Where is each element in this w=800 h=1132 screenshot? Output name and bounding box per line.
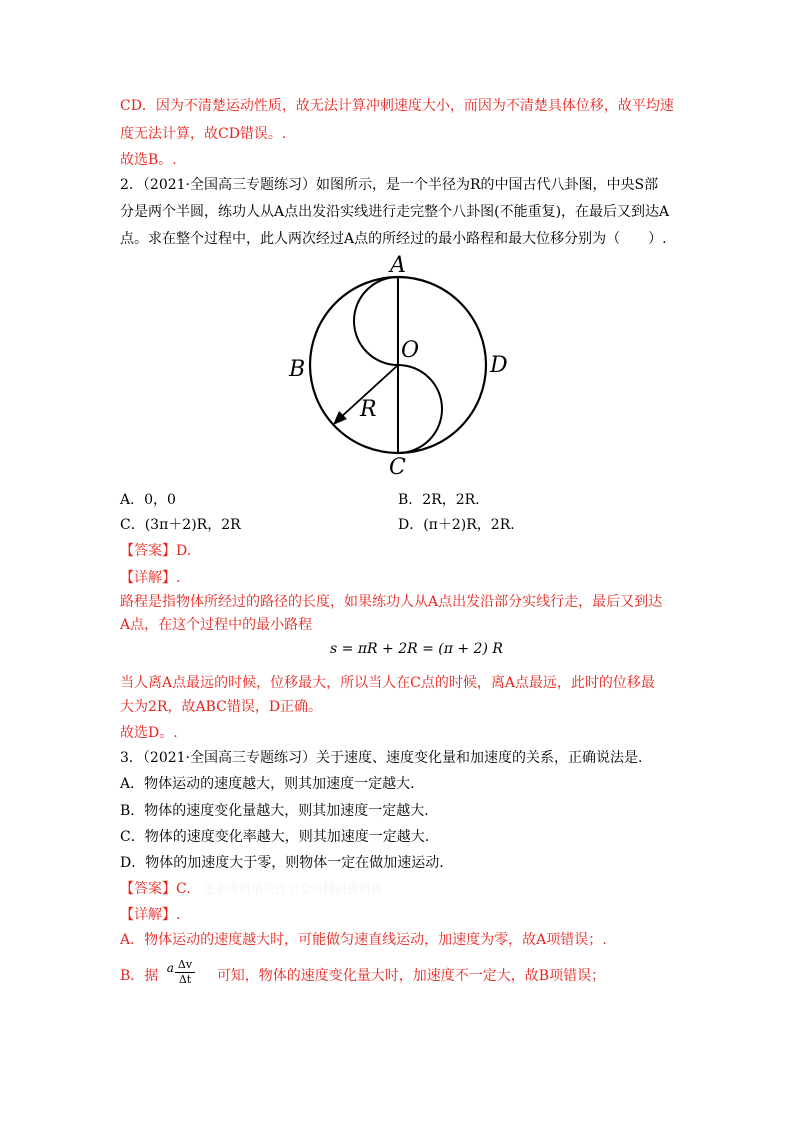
q2-path-formula: s = πR + 2R = (π + 2) R [330,641,503,657]
q2-option-d: D．(π＋2)R，2R. [398,517,515,533]
q3-var-a: a [166,961,174,975]
q2-explain-line-4: 大为2R，故ABC错误，D正确。 [120,699,323,715]
q3-answer [120,879,383,899]
label-b: B [289,357,306,382]
q2-detail-heading: 【详解】. [120,570,181,586]
q3-option-c: C．物体的速度变化率越大，则其加速度一定越大. [120,829,430,845]
q3-detail-heading: 【详解】. [120,907,181,923]
q2-stem-line-1: 2．（2021·全国高三专题练习）如图所示，是一个半径为R的中国古代八卦图，中央S部 [120,177,659,193]
prev-answer-line-1: CD．因为不清楚运动性质，故无法计算冲刺速度大小，而因为不清楚具体位移，故平均速 [120,98,674,114]
q2-answer: 【答案】D. [120,543,192,559]
q3-explain-a: A．物体运动的速度越大时，可能做匀速直线运动，加速度为零，故A项错误；. [120,932,607,948]
q3-option-b: B．物体的速度变化量越大，则其加速度一定越大. [120,803,429,819]
fraction-numerator: Δv [175,958,195,973]
watermark: 更多资料请关注公众号精研资料库 [203,882,384,896]
q3-explain-b-prefix: B．据 [120,968,159,984]
q2-option-b: B．2R，2R. [398,492,480,508]
prev-conclusion: 故选B。. [120,152,177,168]
q3-option-d: D．物体的加速度大于零，则物体一定在做加速运动. [120,855,444,871]
fraction-dv-dt [175,958,195,987]
q2-explain-line-3: 当人离A点最远的时候，位移最大，所以当人在C点的时候，离A点最远，此时的位移最 [120,675,655,691]
fraction-denominator: Δt [178,973,192,986]
q2-stem-line-2: 分是两个半圆，练功人从A点出发沿实线进行走完整个八卦图(不能重复)，在最后又到达A [120,204,670,220]
upper-semicircle [354,277,398,365]
q2-stem-line-3: 点。求在整个过程中，此人两次经过A点的所经过的最小路程和最大位移分别为（ ）. [120,231,667,247]
label-c: C [389,455,406,480]
q2-explain-line-1: 路程是指物体所经过的路径的长度，如果练功人从A点出发沿部分实线行走，最后又到达 [120,594,663,610]
q2-option-c: C．(3π＋2)R，2R [120,517,241,533]
q2-option-a: A．0，0 [120,492,176,508]
lower-semicircle [398,365,442,453]
label-d: D [490,353,508,378]
prev-answer-line-2: 度无法计算，故CD错误。. [120,126,287,142]
q3-option-a: A．物体运动的速度越大，则其加速度一定越大. [120,776,415,792]
q3-answer-text: 【答案】C. [120,881,191,897]
bagua-figure [280,245,520,485]
label-a: A [390,253,406,278]
q2-conclusion: 故选D。. [120,725,178,741]
label-r: R [360,397,377,422]
q3-explain-b-suffix: 可知，物体的速度变化量大时，加速度不一定大，故B项错误； [216,968,606,984]
q3-stem: 3．（2021·全国高三专题练习）关于速度、速度变化量和加速度的关系，正确说法是. [120,750,643,766]
label-o: O [401,338,420,363]
q2-explain-line-2: A点，在这个过程中的最小路程 [120,617,313,633]
